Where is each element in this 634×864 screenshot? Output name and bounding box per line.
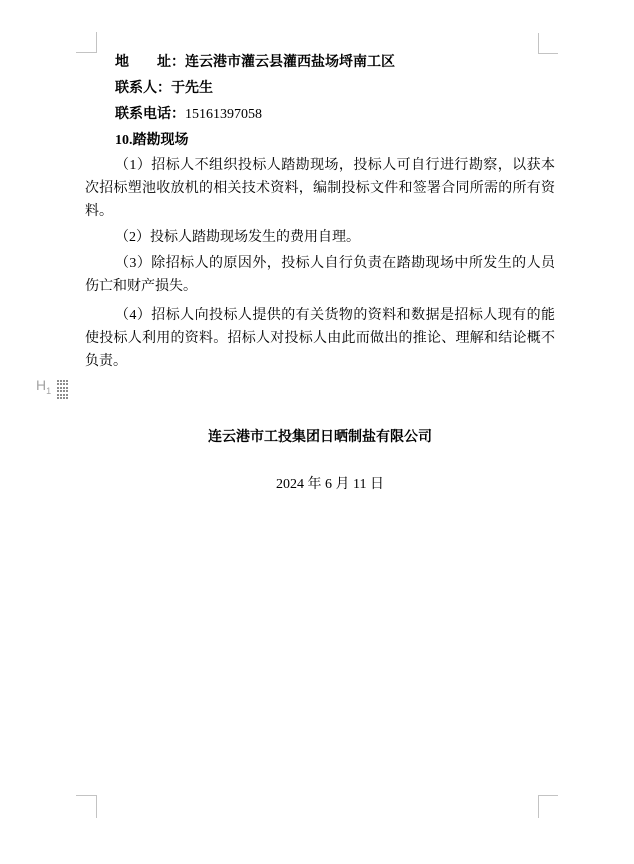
paragraph-3[interactable]: （3）除招标人的原因外，投标人自行负责在踏勘现场中所发生的人员伤亡和财产损失。 [85, 256, 555, 294]
document-body [85, 50, 555, 373]
crop-mark-bottom-left [76, 795, 97, 818]
paragraph-1[interactable]: （1）招标人不组织投标人踏勘现场，投标人可自行进行勘察，以获本次招标塑池收放机的相关技术资料，编制投标文件和签署合同所需的所有资料。 [85, 158, 555, 219]
heading-marker-letter: H [36, 377, 47, 393]
heading-level-marker[interactable] [36, 377, 51, 399]
crop-mark-bottom-right [538, 795, 558, 818]
section-heading[interactable]: 10.踏勘现场 [115, 133, 189, 148]
drag-handle-dot [63, 394, 65, 396]
contact-person-line[interactable]: 联系人：于先生 [115, 81, 213, 96]
drag-handle-dot [57, 394, 59, 396]
drag-handle-dot [57, 380, 59, 382]
contact-phone-label: 联系电话： [115, 107, 185, 122]
signature-company[interactable]: 连云港市工投集团日晒制盐有限公司 [208, 430, 432, 445]
heading-marker-level: 1 [46, 385, 52, 396]
drag-handle-dot [63, 380, 65, 382]
drag-handle-icon[interactable] [57, 380, 68, 399]
paragraph-2[interactable]: （2）投标人踏勘现场发生的费用自理。 [115, 230, 360, 245]
drag-handle-dot [57, 387, 59, 389]
address-line[interactable]: 地 址：连云港市灌云县灌西盐场埒南工区 [115, 55, 395, 70]
drag-handle-dot [63, 387, 65, 389]
paragraph-4[interactable]: （4）招标人向投标人提供的有关货物的资料和数据是招标人现有的能使投标人利用的资料。招标人对投标人由此而做出的推论、理解和结论概不负责。 [85, 308, 555, 369]
contact-phone-line[interactable] [85, 102, 555, 128]
contact-phone-number: 15161397058 [185, 107, 262, 122]
signature-date[interactable]: 2024 年 6 月 11 日 [276, 477, 384, 492]
